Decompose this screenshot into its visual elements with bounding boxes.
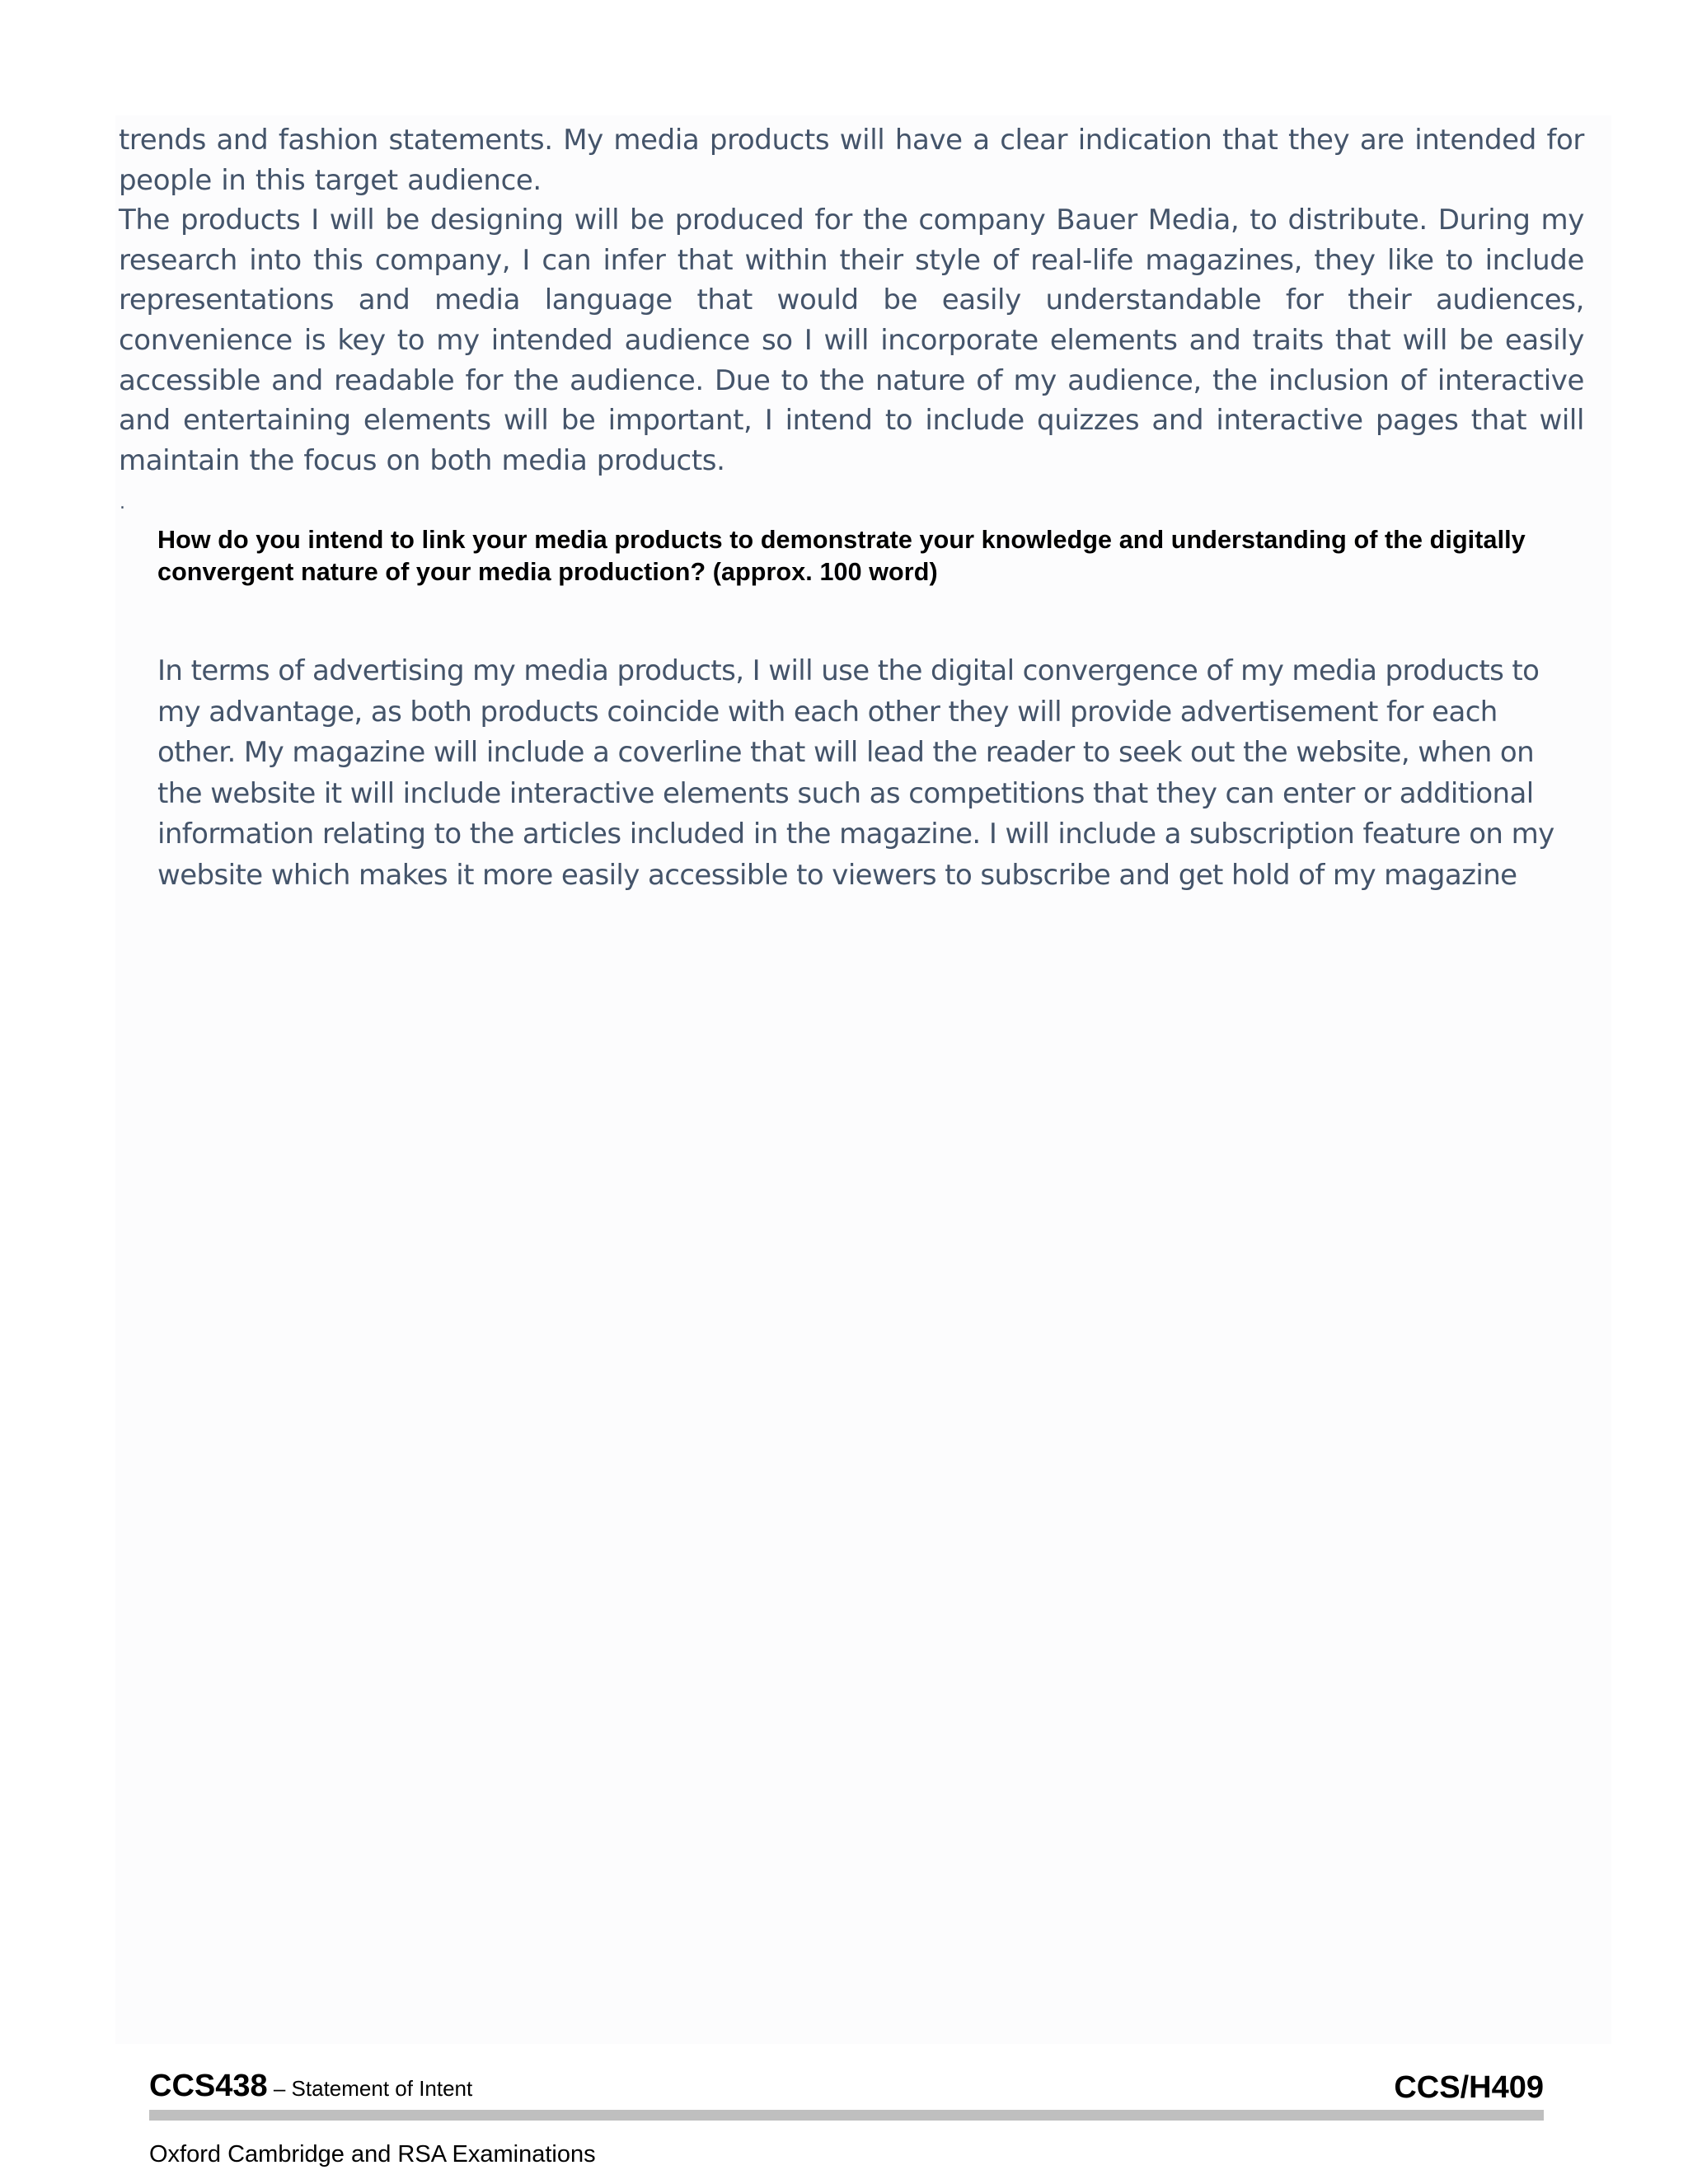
intro-paragraph-part-1: trends and fashion statements. My media products will have a clear indication that they are intended for people in this target audience. [119,124,1584,197]
stray-mark: . [120,493,125,513]
footer-subtitle: – Statement of Intent [267,2076,473,2101]
intro-paragraph-part-2: The products I will be designing will be produced for the company Bauer Media, to distribute. During my research into this company, I can infer that within their style of real-life magazines, they like to include representations and media language that would be easily understandable for their audiences, convenience is key to my intended audience so I will incorporate elements and traits that will be easily accessible and readable for the audience. Due to the nature of my audience, the inclusion of interactive and entertaining elements will be important, I intend to include quizzes and interactive pages that will maintain the focus on both media products. [119,204,1584,477]
footer-divider [149,2110,1544,2121]
footer-right-code: CCS/H409 [1394,2070,1544,2105]
footer-code: CCS438 [149,2069,268,2103]
question-prompt: How do you intend to link your media products to demonstrate your knowledge and understanding of the digitally convergent nature of your media production? (approx. 100 word) [157,526,1526,586]
footer-title [149,2069,472,2104]
intro-paragraph [119,120,1584,480]
answer-text: In terms of advertising my media products, I will use the digital convergence of my media products to my advantage, as both products coincide with each other they will provide advertisement for each other. My magazine will include a coverline that will lead the reader to seek out the website, when on the website it will include interactive elements such as competitions that they can enter or additional information relating to the articles included in the magazine. I will include a subscription feature on my website which makes it more easily accessible to viewers to subscribe and get hold of my magazine [157,654,1554,892]
footer-organisation: Oxford Cambridge and RSA Examinations [149,2141,596,2168]
